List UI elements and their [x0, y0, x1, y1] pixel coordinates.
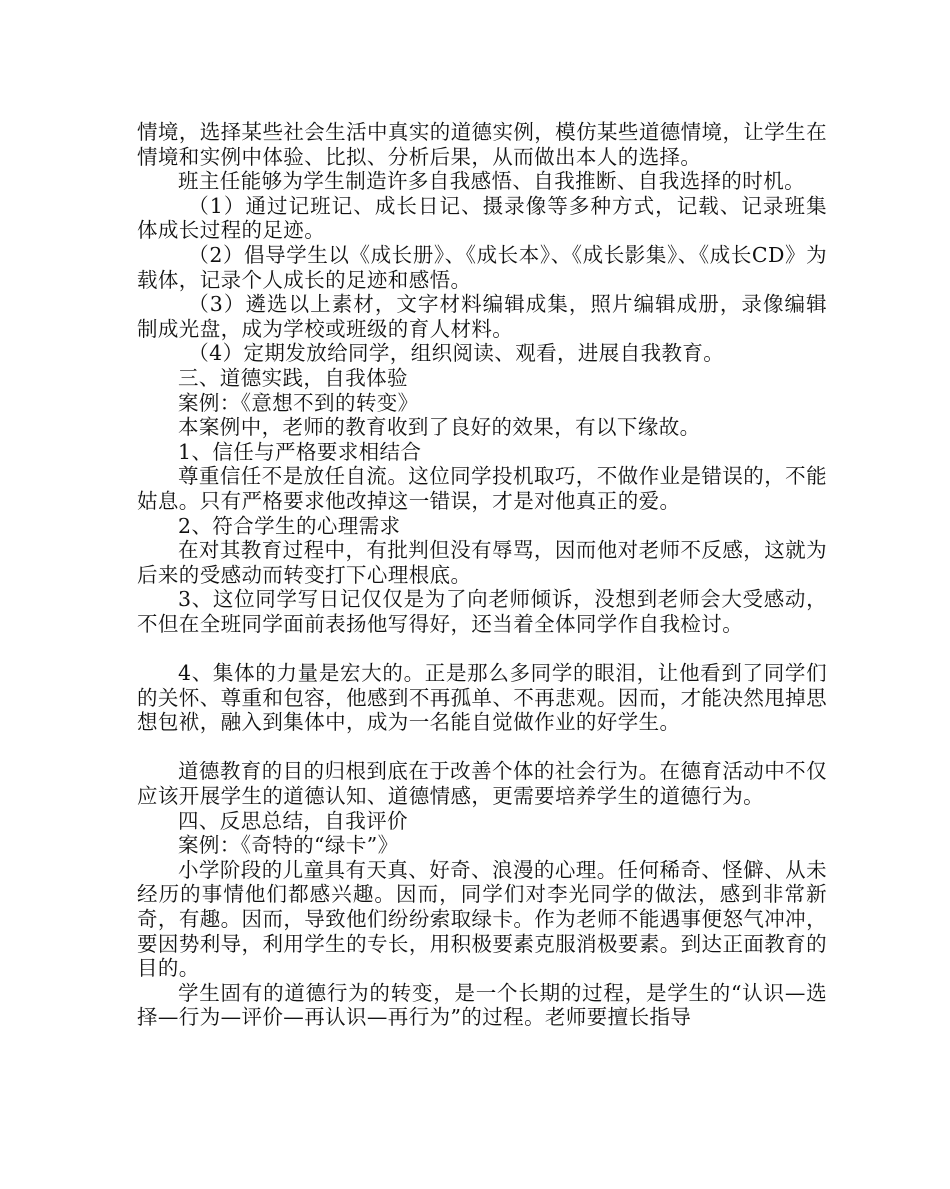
blank-line: [137, 636, 827, 661]
blank-line: [137, 735, 827, 760]
paragraph-16: 道德教育的目的归根到底在于改善个体的社会行为。在德育活动中不仅应该开展学生的道德认知、道德情感，更需要培养学生的道德行为。: [137, 759, 827, 809]
paragraph-19: 小学阶段的儿童具有天真、好奇、浪漫的心理。任何稀奇、怪僻、从未经历的事情他们都感兴趣。因而，同学们对李光同学的做法，感到非常新奇，有趣。因而，导致他们纷纷索取绿卡。作为老师不能遇事便怒气冲冲，要因势利导，利用学生的专长，用积极要素克服消极要素。到达正面教育的目的。: [137, 857, 827, 981]
paragraph-2: 班主任能够为学生制造许多自我感悟、自我推断、自我选择的时机。: [178, 169, 805, 194]
point-heading-1: 1、信任与严格要求相结合: [178, 439, 422, 464]
paragraph-14: 3、这位同学写日记仅仅是为了向老师倾诉，没想到老师会大受感动，不但在全班同学面前表扬他写得好，还当着全体同学作自我检讨。: [137, 587, 827, 636]
paragraph-4: （2）倡导学生以《成长册》、《成长本》、《成长影集》、《成长CD》为载体，记录个人成长的足迹和感悟。: [137, 242, 827, 292]
paragraph-6: （4）定期发放给同学，组织阅读、观看，进展自我教育。: [188, 341, 725, 366]
paragraph-20: 学生固有的道德行为的转变，是一个长期的过程，是学生的“认识—选择—行为—评价—再认识—再行为”的过程。老师要擅长指导: [137, 980, 827, 1030]
point-heading-2: 2、符合学生的心理需求: [178, 513, 401, 538]
case-title-2: 案例：《奇特的“绿卡”》: [178, 833, 399, 858]
section-heading-3: 三、道德实践，自我体验: [178, 365, 408, 390]
case-title-1: 案例：《意想不到的转变》: [178, 390, 419, 415]
paragraph-1: 情境，选择某些社会生活中真实的道德实例，模仿某些道德情境，让学生在情境和实例中体验、比拟、分析后果，从而做出本人的选择。: [137, 120, 827, 169]
paragraph-5: （3）遴选以上素材，文字材料编辑成集，照片编辑成册，录像编辑制成光盘，成为学校或班级的育人材料。: [137, 292, 827, 341]
document-body: [137, 120, 827, 1030]
paragraph-3: （1）通过记班记、成长日记、摄录像等多种方式，记载、记录班集体成长过程的足迹。: [137, 193, 827, 243]
section-heading-4: 四、反思总结，自我评价: [178, 808, 408, 833]
paragraph-9: 本案例中，老师的教育收到了良好的效果，有以下缘故。: [178, 415, 701, 440]
paragraph-13: 在对其教育过程中，有批判但没有辱骂，因而他对老师不反感，这就为后来的受感动而转变打下心理根底。: [137, 538, 827, 587]
paragraph-11: 尊重信任不是放任自流。这位同学投机取巧，不做作业是错误的，不能姑息。只有严格要求他改掉这一错误，才是对他真正的爱。: [137, 464, 827, 513]
paragraph-15: 4、集体的力量是宏大的。正是那么多同学的眼泪，让他看到了同学们的关怀、尊重和包容，他感到不再孤单、不再悲观。因而，才能决然甩掉思想包袱，融入到集体中，成为一名能自觉做作业的好学生。: [137, 661, 827, 735]
